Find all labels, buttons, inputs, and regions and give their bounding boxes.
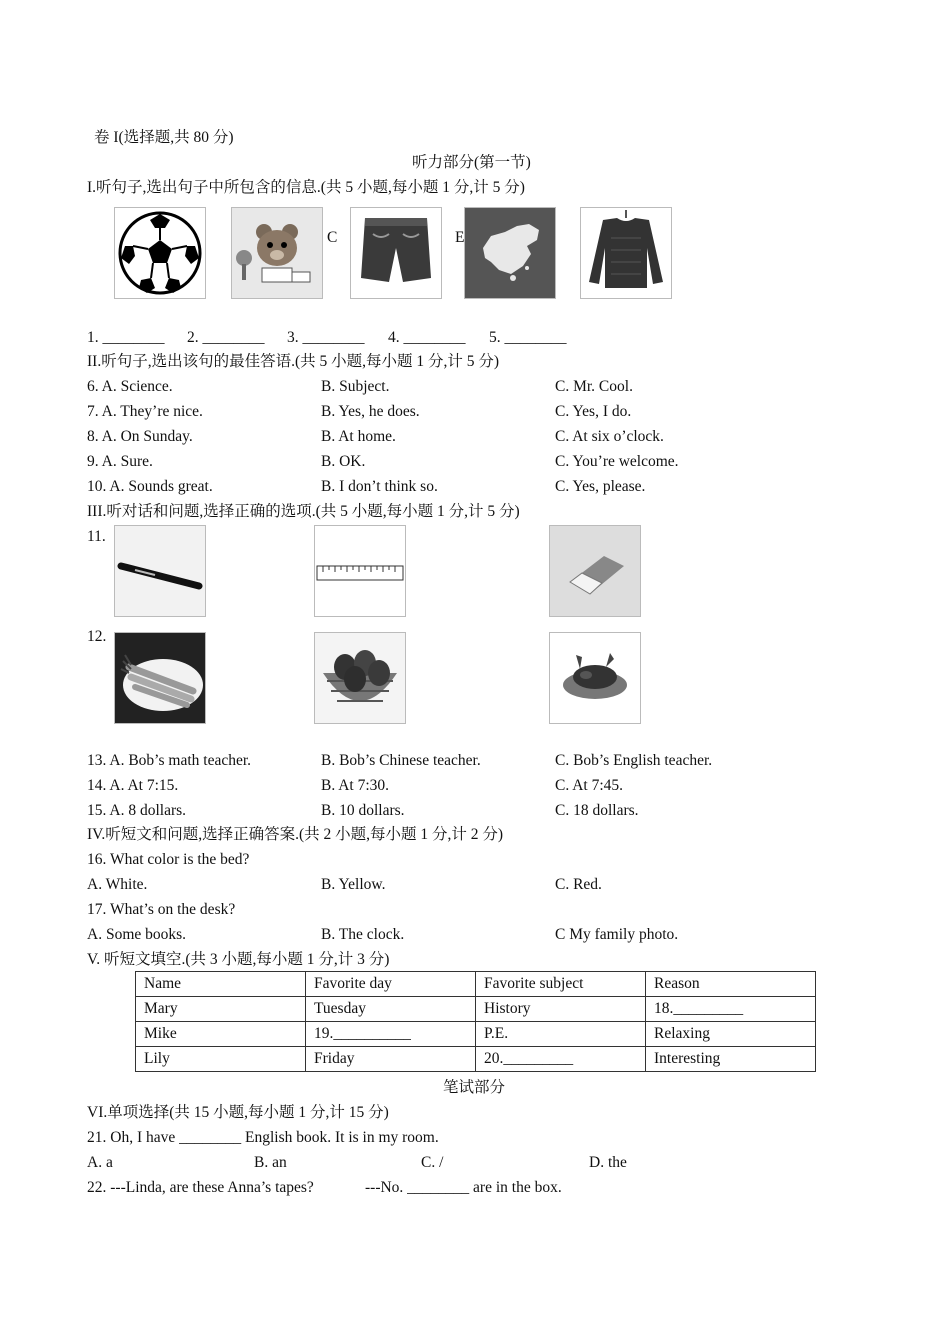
blank-2: 2. ________ bbox=[187, 329, 265, 346]
q21-option-a: A. a bbox=[87, 1154, 113, 1171]
table-cell: Favorite day bbox=[306, 972, 476, 997]
exam-volume-heading: 卷 I(选择题,共 80 分) bbox=[94, 129, 234, 146]
table-cell: 20._________ bbox=[476, 1047, 646, 1072]
q14-option-b: B. At 7:30. bbox=[321, 777, 390, 794]
q21-option-c: C. / bbox=[421, 1154, 444, 1171]
q16-option-a: A. White. bbox=[87, 876, 148, 893]
section-2-title: II.听句子,选出该句的最佳答语.(共 5 小题,每小题 1 分,计 5 分) bbox=[87, 353, 500, 370]
q9-option-c: C. You’re welcome. bbox=[555, 453, 679, 470]
table-cell: P.E. bbox=[476, 1022, 646, 1047]
table-cell: Mike bbox=[136, 1022, 306, 1047]
pen-icon bbox=[114, 525, 206, 617]
teddy-bear-icon bbox=[231, 207, 323, 299]
q16-option-c: C. Red. bbox=[555, 876, 602, 893]
q21-option-b: B. an bbox=[254, 1154, 287, 1171]
option-letter-e: E bbox=[455, 229, 465, 246]
q6-option-c: C. Mr. Cool. bbox=[555, 378, 633, 395]
chicken-icon bbox=[549, 632, 641, 724]
q9-option-b: B. OK. bbox=[321, 453, 366, 470]
q17-option-a: A. Some books. bbox=[87, 926, 187, 943]
blank-5: 5. ________ bbox=[489, 329, 567, 346]
table-cell: History bbox=[476, 997, 646, 1022]
q16-option-b: B. Yellow. bbox=[321, 876, 386, 893]
china-map-icon bbox=[464, 207, 556, 299]
q17-question: 17. What’s on the desk? bbox=[87, 901, 236, 918]
q8-option-b: B. At home. bbox=[321, 428, 396, 445]
table-row bbox=[136, 1022, 816, 1047]
q6-option-a: 6. A. Science. bbox=[87, 378, 173, 395]
table-cell: Friday bbox=[306, 1047, 476, 1072]
q21-option-d: D. the bbox=[589, 1154, 627, 1171]
q13-option-a: 13. A. Bob’s math teacher. bbox=[87, 752, 252, 769]
option-letter-c: C bbox=[327, 229, 338, 246]
q13-option-c: C. Bob’s English teacher. bbox=[555, 752, 713, 769]
written-section-title: 笔试部分 bbox=[443, 1079, 506, 1096]
section-3-title: III.听对话和问题,选择正确的选项.(共 5 小题,每小题 1 分,计 5 分) bbox=[87, 503, 520, 520]
q12-number: 12. bbox=[87, 628, 107, 645]
q15-option-c: C. 18 dollars. bbox=[555, 802, 639, 819]
table-cell: 19.__________ bbox=[306, 1022, 476, 1047]
table-cell: Relaxing bbox=[646, 1022, 816, 1047]
shorts-icon bbox=[350, 207, 442, 299]
q21-question: 21. Oh, I have ________ English book. It is in my room. bbox=[87, 1129, 439, 1146]
carrots-icon bbox=[114, 632, 206, 724]
q22-response: ---No. ________ are in the box. bbox=[365, 1179, 562, 1196]
q10-option-b: B. I don’t think so. bbox=[321, 478, 438, 495]
section-1-title: I.听句子,选出句子中所包含的信息.(共 5 小题,每小题 1 分,计 5 分) bbox=[87, 179, 525, 196]
table-header-row bbox=[136, 972, 816, 997]
table-cell: Name bbox=[136, 972, 306, 997]
table-row bbox=[136, 1047, 816, 1072]
q7-option-a: 7. A. They’re nice. bbox=[87, 403, 203, 420]
q22-question: 22. ---Linda, are these Anna’s tapes? bbox=[87, 1179, 314, 1196]
q8-option-a: 8. A. On Sunday. bbox=[87, 428, 193, 445]
q11-number: 11. bbox=[87, 528, 106, 545]
q8-option-c: C. At six o’clock. bbox=[555, 428, 664, 445]
q17-option-b: B. The clock. bbox=[321, 926, 405, 943]
q6-option-b: B. Subject. bbox=[321, 378, 390, 395]
ruler-icon bbox=[314, 525, 406, 617]
section-5-title: V. 听短文填空.(共 3 小题,每小题 1 分,计 3 分) bbox=[87, 951, 390, 968]
q13-option-b: B. Bob’s Chinese teacher. bbox=[321, 752, 481, 769]
table-cell: Mary bbox=[136, 997, 306, 1022]
q9-option-a: 9. A. Sure. bbox=[87, 453, 153, 470]
q10-option-a: 10. A. Sounds great. bbox=[87, 478, 213, 495]
q17-option-c: C My family photo. bbox=[555, 926, 679, 943]
section-6-title: VI.单项选择(共 15 小题,每小题 1 分,计 15 分) bbox=[87, 1104, 389, 1121]
table-row bbox=[136, 997, 816, 1022]
sweater-icon bbox=[580, 207, 672, 299]
eggs-icon bbox=[314, 632, 406, 724]
table-cell: Lily bbox=[136, 1047, 306, 1072]
table-cell: Reason bbox=[646, 972, 816, 997]
q14-option-a: 14. A. At 7:15. bbox=[87, 777, 179, 794]
table-cell: Interesting bbox=[646, 1047, 816, 1072]
q10-option-c: C. Yes, please. bbox=[555, 478, 646, 495]
table-cell: Tuesday bbox=[306, 997, 476, 1022]
q15-option-b: B. 10 dollars. bbox=[321, 802, 405, 819]
q14-option-c: C. At 7:45. bbox=[555, 777, 624, 794]
table-cell: 18._________ bbox=[646, 997, 816, 1022]
blank-3: 3. ________ bbox=[287, 329, 365, 346]
blank-4: 4. ________ bbox=[388, 329, 466, 346]
section-4-title: IV.听短文和问题,选择正确答案.(共 2 小题,每小题 1 分,计 2 分) bbox=[87, 826, 504, 843]
q7-option-c: C. Yes, I do. bbox=[555, 403, 632, 420]
q7-option-b: B. Yes, he does. bbox=[321, 403, 420, 420]
q16-question: 16. What color is the bed? bbox=[87, 851, 250, 868]
listening-section-title: 听力部分(第一节) bbox=[412, 154, 531, 171]
table-cell: Favorite subject bbox=[476, 972, 646, 997]
eraser-icon bbox=[549, 525, 641, 617]
fill-in-table bbox=[135, 971, 816, 1072]
blank-1: 1. ________ bbox=[87, 329, 165, 346]
q15-option-a: 15. A. 8 dollars. bbox=[87, 802, 187, 819]
soccer-ball-icon bbox=[114, 207, 206, 299]
